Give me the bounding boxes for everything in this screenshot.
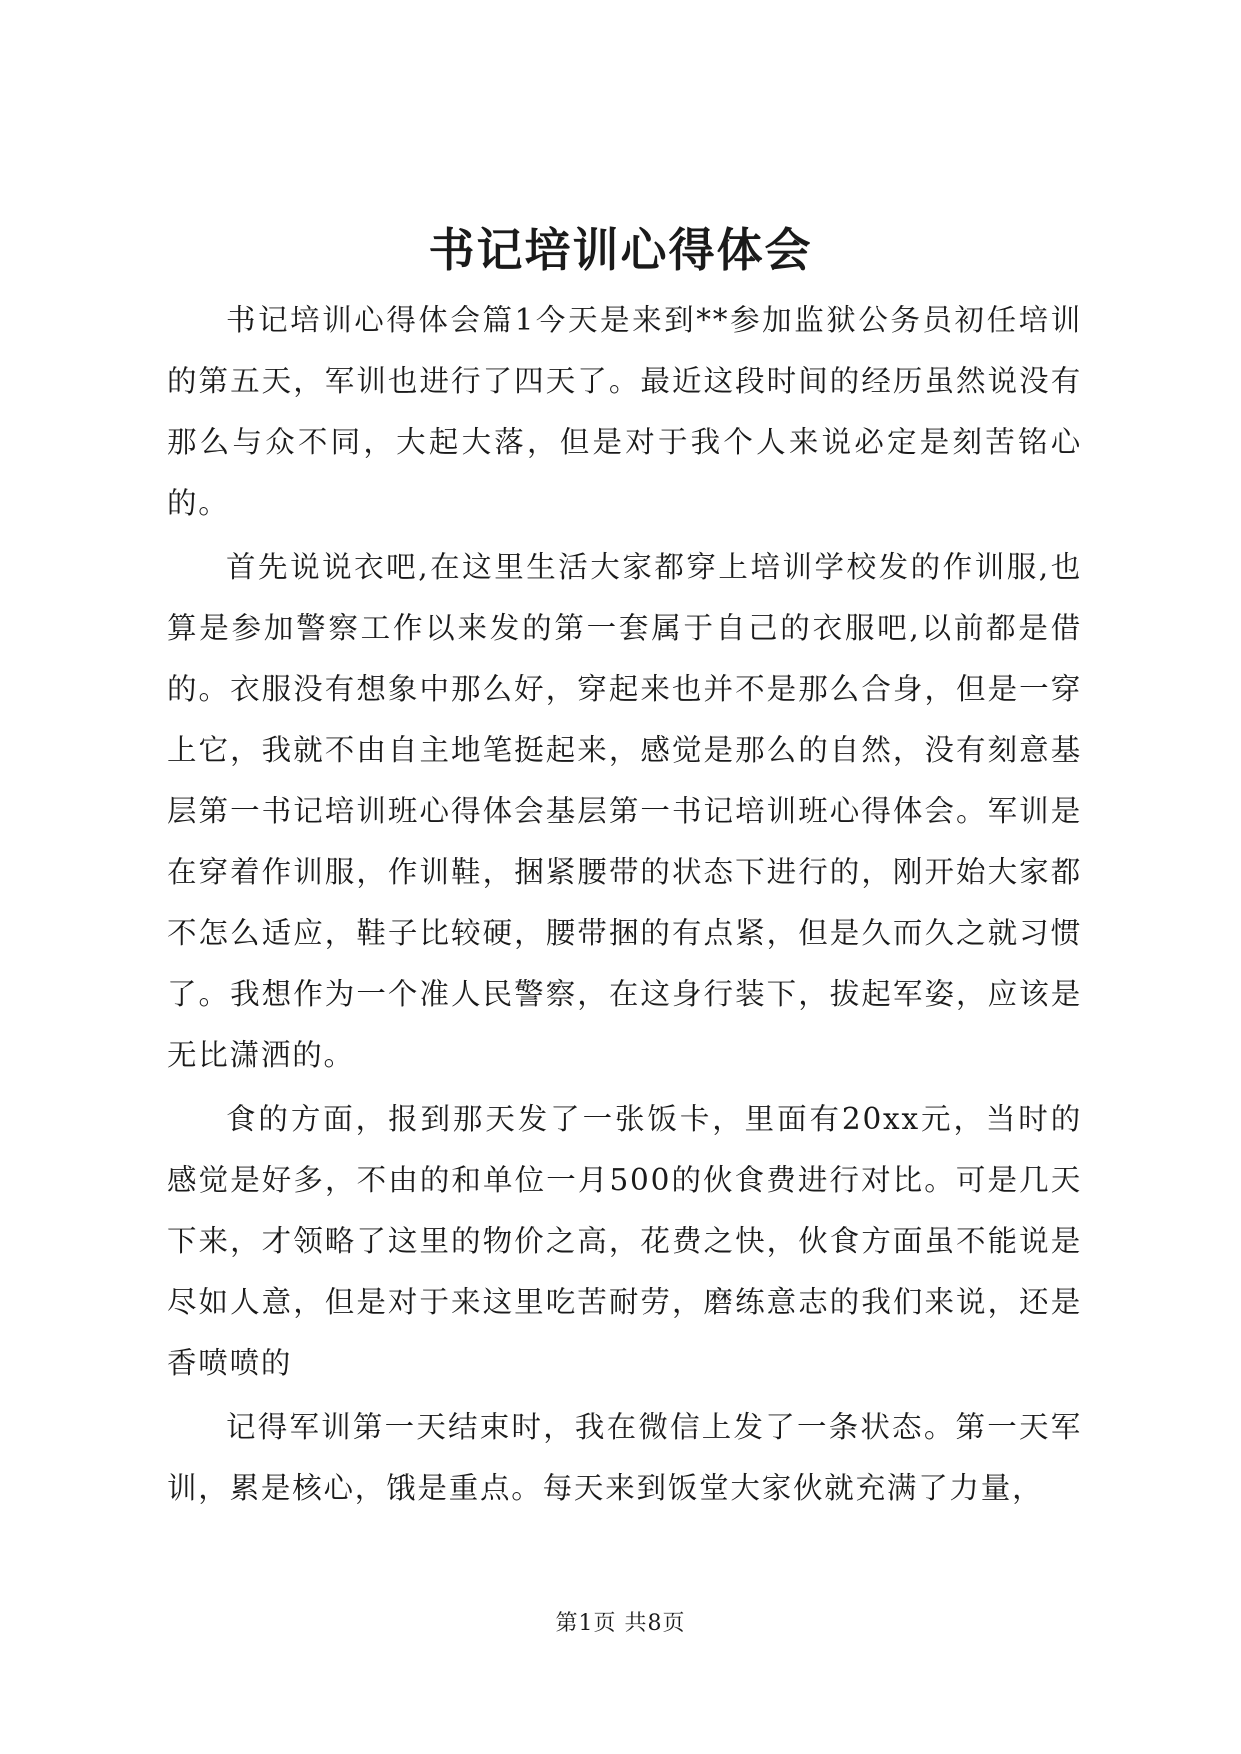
paragraph-4: 记得军训第一天结束时，我在微信上发了一条状态。第一天军训，累是核心，饿是重点。每天来到饭堂大家伙就充满了力量， — [167, 1410, 1082, 1505]
page-number-footer: 第1页 共8页 — [555, 1611, 686, 1636]
paragraph-1: 书记培训心得体会篇1今天是来到**参加监狱公务员初任培训的第五天，军训也进行了四天了。最近这段时间的经历虽然说没有那么与众不同，大起大落，但是对于我个人来说必定是刻苦铭心的。 — [167, 303, 1082, 520]
document-body — [167, 290, 1082, 1522]
paragraph-2: 首先说说衣吧,在这里生活大家都穿上培训学校发的作训服,也算是参加警察工作以来发的第一套属于自己的衣服吧,以前都是借的。衣服没有想象中那么好，穿起来也并不是那么合身，但是一穿上它，我就不由自主地笔挺起来，感觉是那么的自然，没有刻意基层第一书记培训班心得体会基层第一书记培训班心得体会。军训是在穿着作训服，作训鞋，捆紧腰带的状态下进行的，刚开始大家都不怎么适应，鞋子比较硬，腰带捆的有点紧，但是久而久之就习惯了。我想作为一个准人民警察，在这身行装下，拔起军姿，应该是无比潇洒的。 — [167, 550, 1082, 1072]
paragraph-3: 食的方面，报到那天发了一张饭卡，里面有20xx元，当时的感觉是好多，不由的和单位一月500的伙食费进行对比。可是几天下来，才领略了这里的物价之高，花费之快，伙食方面虽不能说是尽如人意，但是对于来这里吃苦耐劳，磨练意志的我们来说，还是香喷喷的 — [167, 1102, 1082, 1380]
document-title: 书记培训心得体会 — [428, 223, 813, 277]
